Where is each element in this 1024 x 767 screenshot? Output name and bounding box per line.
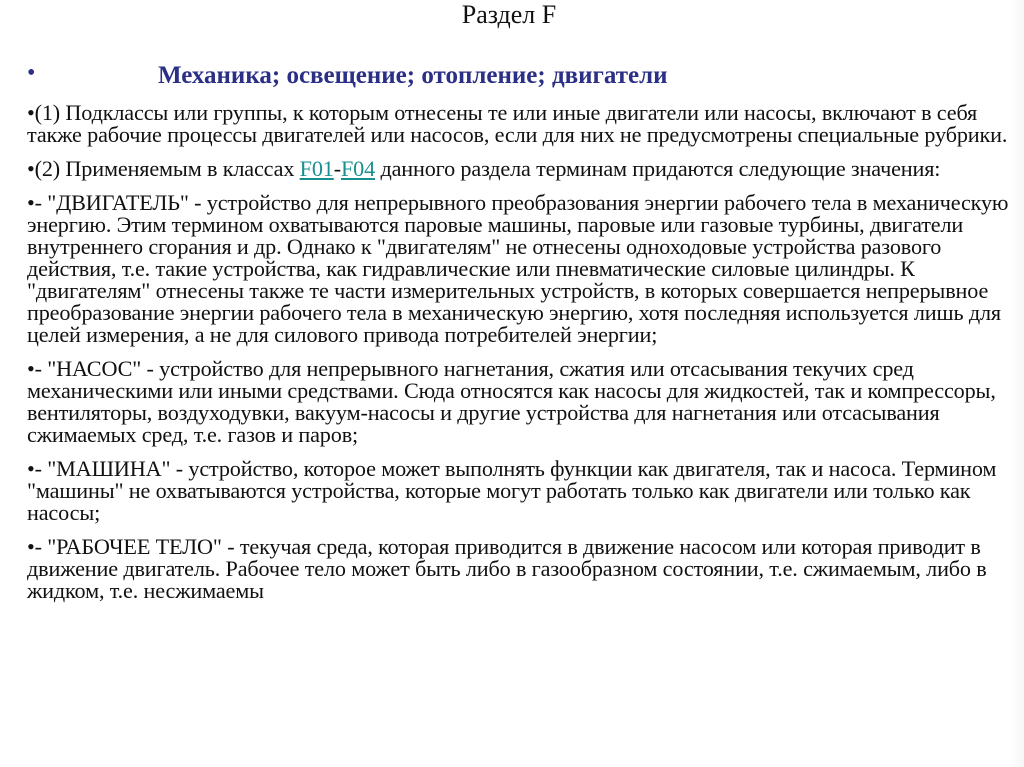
paragraph-subclasses: •(1) Подклассы или группы, к которым отнесены те или иные двигатели или насосы, включают в себя также рабочие процессы двигателей или насосов, если для них не предусмотрены специальные рубрики. [27, 100, 1008, 147]
slide-content [27, 102, 1017, 614]
heading-row [0, 60, 1024, 94]
slide-heading: Механика; освещение; отопление; двигатели [158, 62, 668, 89]
paragraph-engine-definition: •- "ДВИГАТЕЛЬ" - устройство для непрерывного преобразования энергии рабочего тела в механическую энергию. Этим термином охватываются паровые машины, паровые или газовые турбины, двигатели внутреннего сгорания и др. Однако к "двигателям" не отнесены одноходовые устройства разового действия, т.е. такие устройства, как гидравлические или пневматические силовые цилиндры. К "двигателям" отнесены также те части измерительных устройств, в которых совершается непрерывное преобразование энергии рабочего тела в механическую энергию, хотя последняя используется лишь для целей измерения, а не для силового привода потребителей энергии; [27, 190, 1009, 347]
bullet-icon: • [27, 60, 36, 86]
slide-edge [1010, 0, 1024, 767]
paragraph-pump-definition: •- "НАСОС" - устройство для непрерывного нагнетания, сжатия или отсасывания текучих сред механическими или иными средствами. Сюда относятся как насосы для жидкостей, так и компрессоры, вентиляторы, воздуходувки, вакуум-насосы и другие устройства для нагнетания или отсасывания сжимаемых сред, т.е. газов и паров; [27, 356, 996, 447]
link-f04[interactable]: F04 [340, 156, 376, 181]
terms-intro-suffix: данного раздела терминам придаются следующие значения: [375, 156, 941, 181]
link-f01[interactable]: F01 [299, 156, 334, 181]
paragraph-machine-definition: •- "МАШИНА" - устройство, которое может выполнять функции как двигателя, так и насоса. Термином "машины" не охватываются устройства, которые могут работать только как двигатели или только как насосы; [27, 456, 997, 525]
link-separator: - [333, 156, 341, 181]
section-title: Раздел F [461, 0, 557, 29]
paragraph-terms-intro [27, 158, 1017, 180]
terms-intro-prefix: •(2) Применяемым в классах [27, 156, 300, 181]
paragraph-working-fluid-definition: •- "РАБОЧЕЕ ТЕЛО" - текучая среда, которая приводится в движение насосом или которая приводит в движение двигатель. Рабочее тело может быть либо в газообразном состоянии, т.е. сжимаемым, либо в жидком, т.е. несжимаемы [27, 534, 987, 603]
